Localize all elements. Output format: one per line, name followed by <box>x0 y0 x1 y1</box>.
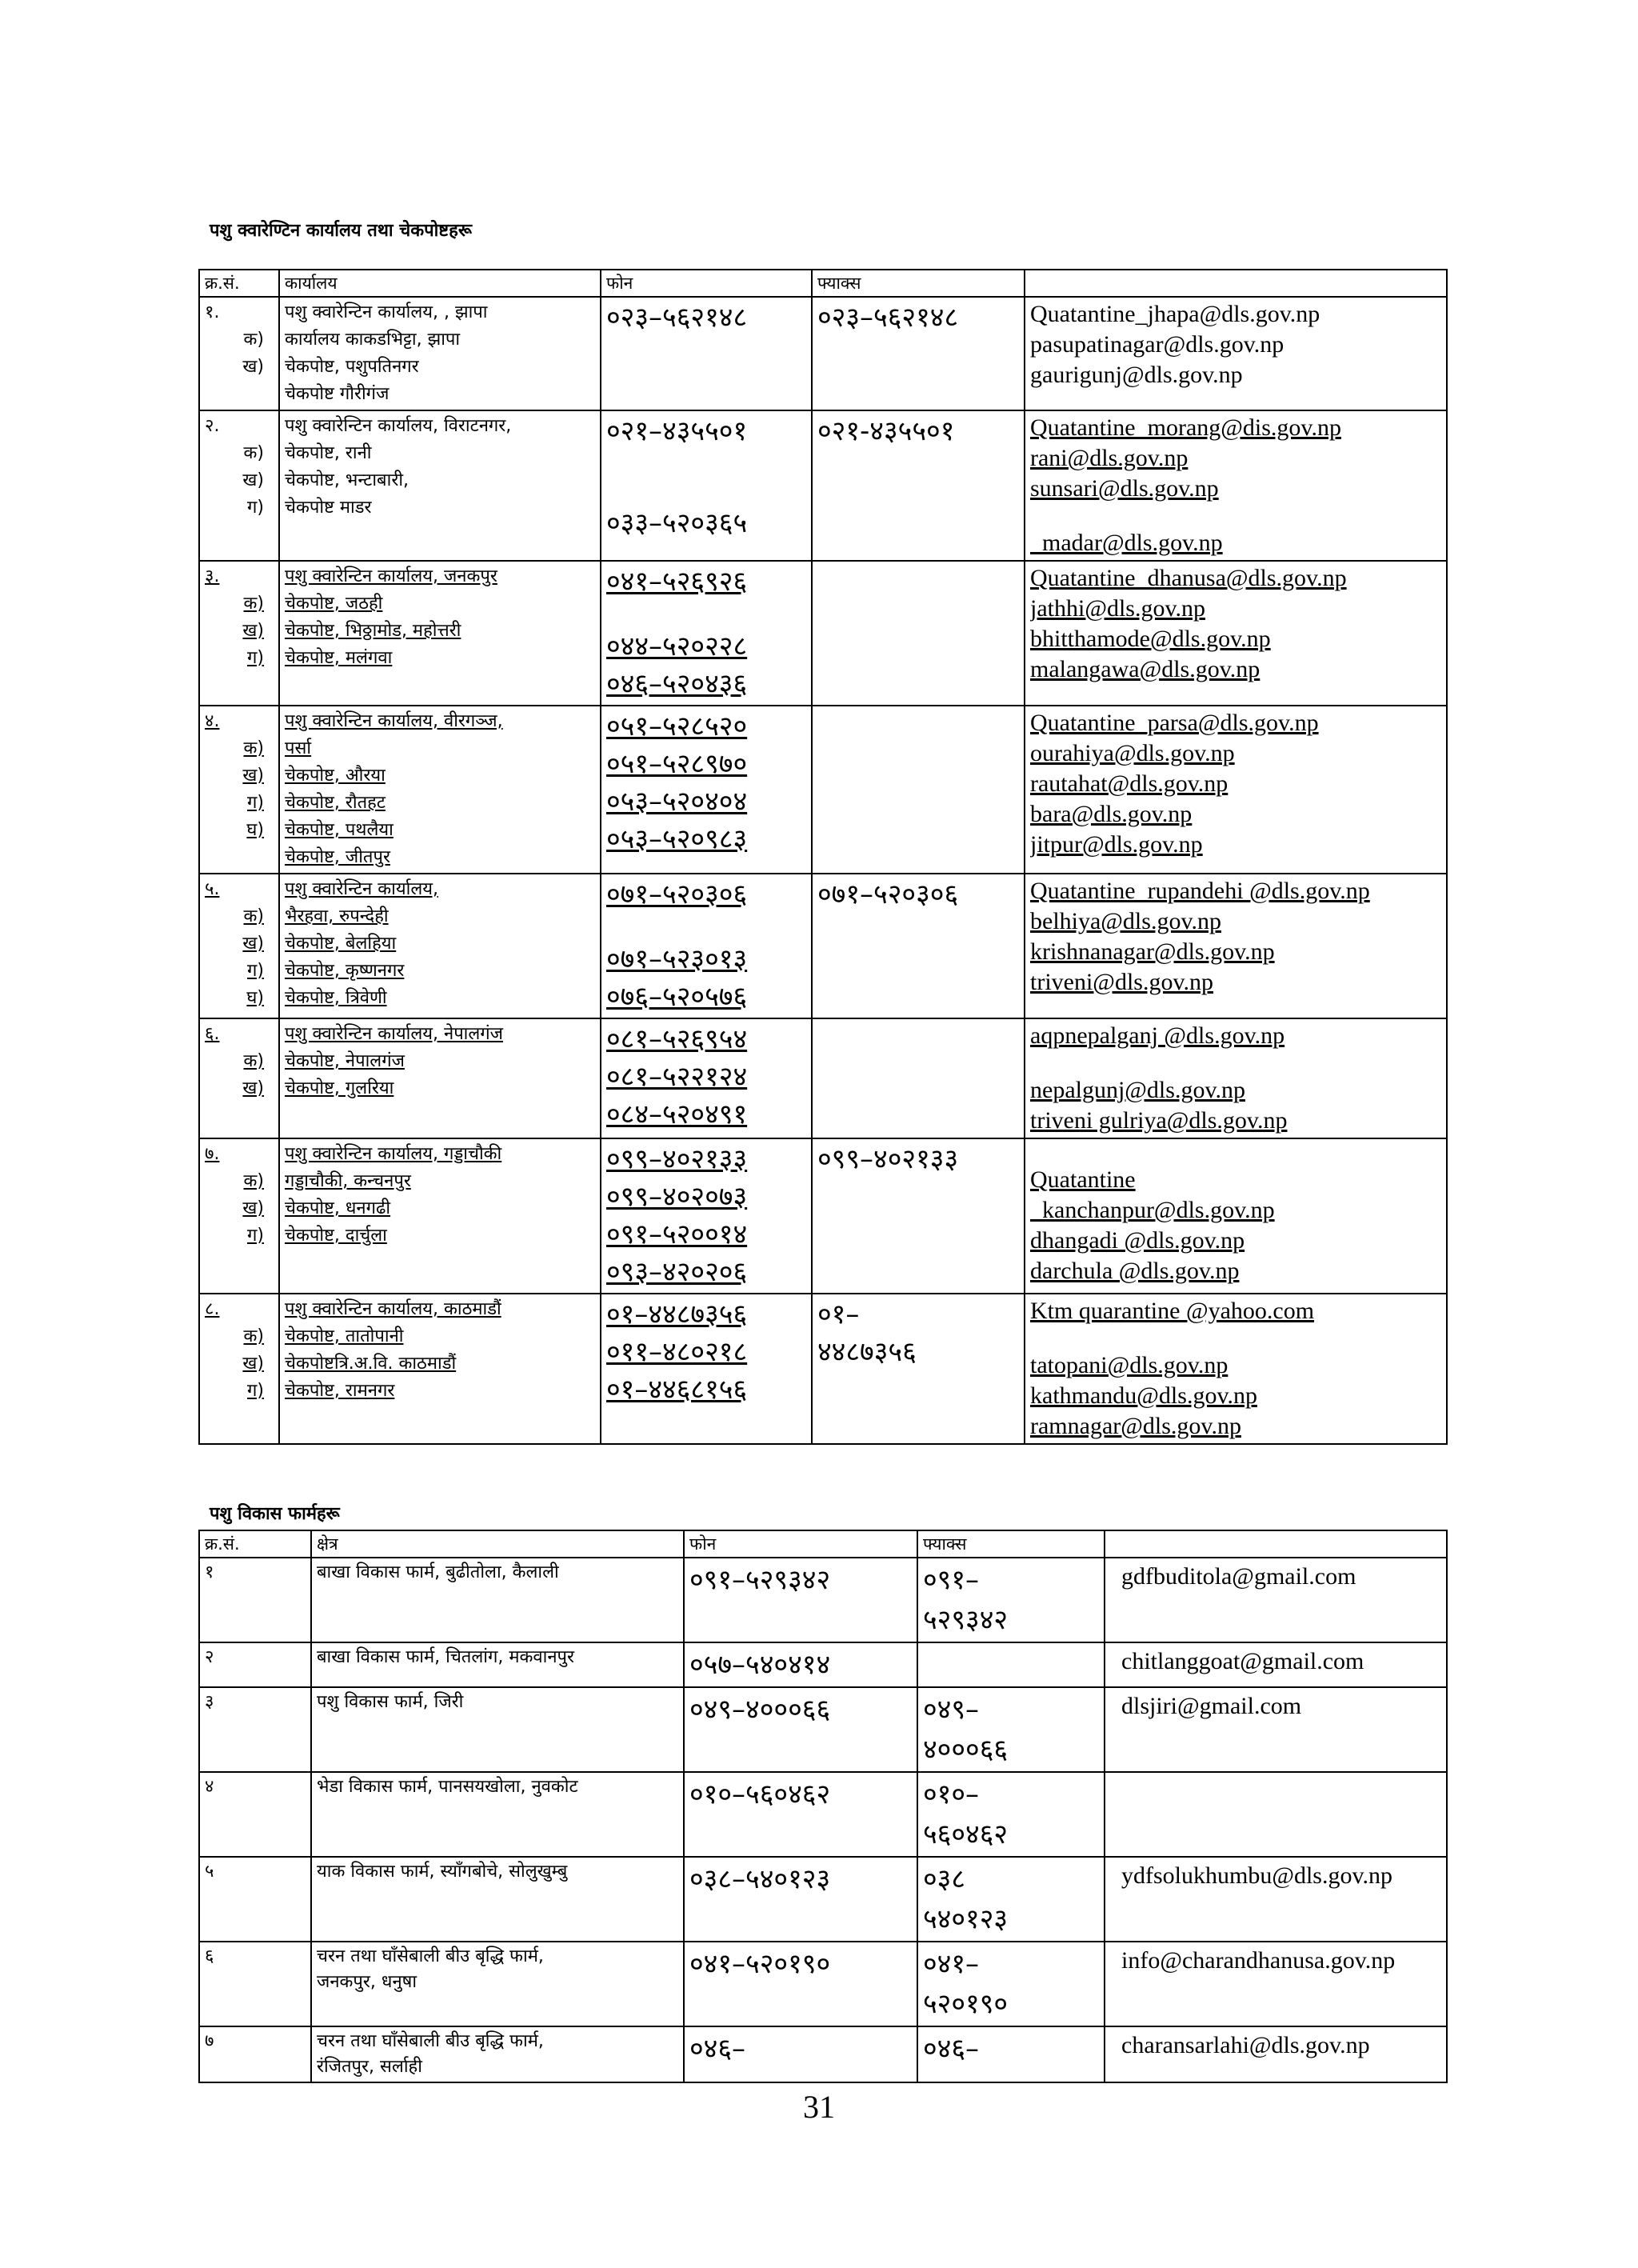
farm-fax-line: ०१०– <box>923 1778 980 1810</box>
email-gap <box>1030 1326 1441 1350</box>
farm-area-line: चरन तथा घाँसेबाली बीउ बृद्धि फार्म, <box>317 1946 544 1966</box>
office-name: चेकपोष्ट, रामनगर <box>285 1381 395 1401</box>
sub-serial: ग) <box>247 961 264 981</box>
sub-serial: क) <box>243 738 264 758</box>
serial-number: ६. <box>205 1024 220 1044</box>
farm-fax-line: ४०००६६ <box>923 1734 1009 1766</box>
sub-serial: क) <box>243 1326 264 1346</box>
email-address: ramnagar@dls.gov.np <box>1030 1413 1241 1439</box>
office-name: चेकपोष्ट, नेपालगंज <box>285 1051 405 1071</box>
farm-area <box>311 1642 684 1687</box>
office-name: चेकपोष्ट, तातोपानी <box>285 1326 404 1346</box>
sub-serial: घ) <box>246 820 264 840</box>
office-name: पशु क्वारेन्टिन कार्यालय, गड्डाचौकी <box>285 1144 502 1164</box>
fax-cell <box>812 706 1025 874</box>
email-address: _kanchanpur@dls.gov.np <box>1030 1197 1275 1223</box>
office-name: पशु क्वारेन्टिन कार्यालय, नेपालगंज <box>285 1024 504 1044</box>
fax-cell <box>812 410 1025 561</box>
farm-email: ydfsolukhumbu@dls.gov.np <box>1105 1857 1447 1942</box>
farm-serial: ५ <box>199 1857 311 1942</box>
fax-number: ०१– <box>817 1298 860 1330</box>
farm-fax-line: ०४१– <box>923 1948 980 1980</box>
email-cell <box>1025 1018 1447 1138</box>
serial-cell <box>199 706 279 874</box>
farm-row <box>199 1558 1447 1642</box>
office-cell <box>279 410 601 561</box>
farm-phone: ०४६– <box>684 2026 917 2082</box>
office-name: पशु क्वारेन्टिन कार्यालय, , झापा <box>285 302 488 322</box>
header-office: कार्यालय <box>279 270 601 297</box>
sub-serial: ख) <box>242 766 264 786</box>
email-address: Quatantine_morang@dis.gov.np <box>1030 414 1341 441</box>
farm-header-sno: क्र.सं. <box>199 1530 311 1558</box>
farm-area-line: बाखा विकास फार्म, चितलांग, मकवानपुर <box>317 1647 575 1667</box>
office-cell <box>279 297 601 410</box>
office-name: चेकपोष्ट, रौतहट <box>285 793 386 813</box>
email-address: aqpnepalganj @dls.gov.np <box>1030 1022 1285 1049</box>
office-name: चेकपोष्ट, भिठ्ठामोड, महोत्तरी <box>285 621 461 641</box>
sub-serial: ख) <box>242 357 264 377</box>
email-address: krishnanagar@dls.gov.np <box>1030 938 1275 965</box>
quarantine-row <box>199 561 1447 706</box>
email-cell <box>1025 297 1447 410</box>
quarantine-row <box>199 874 1447 1018</box>
sub-serial: ग) <box>247 1381 264 1401</box>
serial-number: ७. <box>205 1144 220 1164</box>
farm-fax <box>917 1687 1105 1772</box>
serial-cell <box>199 1138 279 1294</box>
sub-serial: ख) <box>242 1198 264 1218</box>
office-name: चेकपोष्ट, गुलरिया <box>285 1078 394 1098</box>
farm-serial: १ <box>199 1558 311 1642</box>
phone-number: ०७१–५२०३०६ <box>606 878 748 910</box>
quarantine-row <box>199 706 1447 874</box>
sub-serial: क) <box>243 330 264 350</box>
farm-area-line: पशु विकास फार्म, जिरी <box>317 1692 464 1712</box>
farm-fax-line: ०९१– <box>923 1564 980 1596</box>
email-address: Quatantine <box>1030 1166 1136 1193</box>
email-address: Quatantine_dhanusa@dls.gov.np <box>1030 565 1347 591</box>
email-address: Quatantine_jhapa@dls.gov.np <box>1030 301 1320 327</box>
serial-cell <box>199 1018 279 1138</box>
sub-serial: ख) <box>242 470 264 490</box>
sub-serial: ख) <box>242 621 264 641</box>
phone-number: ०५३–५२०९८३ <box>606 823 748 855</box>
office-name: चेकपोष्ट, धनगढी <box>285 1198 391 1218</box>
sub-serial: क) <box>243 1171 264 1191</box>
office-name: पशु क्वारेन्टिन कार्यालय, काठमाडौं <box>285 1299 501 1319</box>
farm-area-line: बाखा विकास फार्म, बुढीतोला, कैलाली <box>317 1562 559 1582</box>
phone-number: ०८१–५२२१२४ <box>606 1061 748 1093</box>
email-address: Quatantine_parsa@dls.gov.np <box>1030 710 1319 736</box>
farm-row <box>199 1642 1447 1687</box>
email-address: darchula @dls.gov.np <box>1030 1258 1240 1284</box>
email-address: tatopani@dls.gov.np <box>1030 1352 1228 1378</box>
farm-area-line: याक विकास फार्म, स्याँगबोचे, सोलुखुम्बु <box>317 1862 568 1882</box>
phone-number: ०९३–४२०२०६ <box>606 1256 748 1288</box>
farm-serial: २ <box>199 1642 311 1687</box>
farm-header-phone: फोन <box>684 1530 917 1558</box>
office-name: कार्यालय काकडभिट्टा, झापा <box>285 330 461 350</box>
fax-number: ०२१-४३५५०१ <box>817 415 955 447</box>
farms-section-title: पशु विकास फार्महरू <box>210 1504 340 1524</box>
email-gap <box>1030 1141 1441 1165</box>
farm-fax-line: ५२९३४२ <box>923 1604 1009 1636</box>
serial-cell <box>199 297 279 410</box>
email-address: bara@dls.gov.np <box>1030 801 1193 827</box>
phone-gap <box>606 601 806 628</box>
phone-number: ०५१–५२८९७० <box>606 748 748 780</box>
email-address: Quatantine_rupandehi @dls.gov.np <box>1030 878 1370 904</box>
quarantine-header-row <box>199 270 1447 297</box>
sub-serial: ख) <box>242 1078 264 1098</box>
office-cell <box>279 706 601 874</box>
phone-gap <box>606 478 806 505</box>
email-address: bhitthamode@dls.gov.np <box>1030 626 1271 652</box>
farm-serial: ७ <box>199 2026 311 2082</box>
email-cell <box>1025 410 1447 561</box>
farm-row <box>199 1687 1447 1772</box>
serial-number: ५. <box>205 879 220 899</box>
phone-gap <box>606 914 806 941</box>
email-address: triveni gulriya@dls.gov.np <box>1030 1107 1288 1134</box>
phone-gap <box>606 450 806 478</box>
office-cell <box>279 874 601 1018</box>
email-cell <box>1025 1294 1447 1444</box>
farm-header-fax: फ्याक्स <box>917 1530 1105 1558</box>
office-name: चेकपोष्ट, कृष्णनगर <box>285 961 405 981</box>
farm-row <box>199 2026 1447 2082</box>
phone-number: ०३३–५२०३६५ <box>606 507 748 539</box>
fax-number: ०९९–४०२१३३ <box>817 1143 959 1175</box>
farm-header-email <box>1105 1530 1447 1558</box>
farm-area <box>311 1942 684 2026</box>
office-name: पशु क्वारेन्टिन कार्यालय, विराटनगर, <box>285 416 512 436</box>
office-name: चेकपोष्ट माडर <box>285 498 372 518</box>
phone-number: ०१–४४८७३५६ <box>606 1298 748 1330</box>
phone-number: ०४१–५२६९२६ <box>606 566 748 598</box>
farm-area <box>311 1558 684 1642</box>
office-name: चेकपोष्ट, पशुपतिनगर <box>285 357 419 377</box>
email-address: Ktm quarantine @yahoo.com <box>1030 1298 1315 1324</box>
farm-email: gdfbuditola@gmail.com <box>1105 1558 1447 1642</box>
office-name: पशु क्वारेन्टिन कार्यालय, वीरगञ्ज, <box>285 711 503 731</box>
farm-email: chitlanggoat@gmail.com <box>1105 1642 1447 1687</box>
quarantine-row <box>199 1294 1447 1444</box>
office-cell <box>279 1018 601 1138</box>
farm-phone: ०४१–५२०१९० <box>684 1942 917 2026</box>
phone-number: ०४६–५२०४३६ <box>606 668 748 700</box>
phone-number: ०९१–५२००१४ <box>606 1218 748 1250</box>
quarantine-section-title: पशु क्वारेण्टिन कार्यालय तथा चेकपोष्टहरू <box>210 221 472 241</box>
fax-cell <box>812 1294 1025 1444</box>
phone-number: ०८१–५२६९५४ <box>606 1023 748 1055</box>
phone-number: ०७६–५२०५७६ <box>606 981 748 1013</box>
email-address: pasupatinagar@dls.gov.np <box>1030 331 1284 358</box>
fax-cell <box>812 297 1025 410</box>
phone-number: ०५३–५२०४०४ <box>606 786 748 818</box>
email-address: sunsari@dls.gov.np <box>1030 475 1219 502</box>
office-name: चेकपोष्ट, औरया <box>285 766 386 786</box>
farms-header-row <box>199 1530 1447 1558</box>
serial-cell <box>199 561 279 706</box>
sub-serial: क) <box>243 443 264 463</box>
farm-phone: ०४९–४०००६६ <box>684 1687 917 1772</box>
farm-area <box>311 1857 684 1942</box>
sub-serial: ग) <box>247 498 264 518</box>
phone-cell <box>601 410 812 561</box>
serial-number: ८. <box>205 1299 220 1319</box>
sub-serial: घ) <box>246 988 264 1008</box>
email-address: rani@dls.gov.np <box>1030 445 1189 471</box>
office-cell <box>279 1294 601 1444</box>
fax-cell <box>812 874 1025 1018</box>
fax-cell <box>812 1138 1025 1294</box>
phone-number: ०२३–५६२१४८ <box>606 302 748 334</box>
serial-cell <box>199 874 279 1018</box>
farm-area-line: जनकपुर, धनुषा <box>317 1972 417 1992</box>
sub-serial: ग) <box>247 648 264 668</box>
email-address: nepalgunj@dls.gov.np <box>1030 1077 1245 1103</box>
farm-serial: ६ <box>199 1942 311 2026</box>
phone-number: ०४४–५२०२२८ <box>606 630 748 662</box>
farm-fax <box>917 1942 1105 2026</box>
farm-phone: ०१०–५६०४६२ <box>684 1772 917 1857</box>
phone-cell <box>601 874 812 1018</box>
sub-serial: क) <box>243 1051 264 1071</box>
quarantine-row <box>199 297 1447 410</box>
email-address: gaurigunj@dls.gov.np <box>1030 362 1243 388</box>
farm-fax-line: ०३८ <box>923 1863 966 1895</box>
farm-fax-line: ०४६– <box>923 2033 980 2065</box>
quarantine-row <box>199 1138 1447 1294</box>
farm-row <box>199 1942 1447 2026</box>
phone-number: ०९९–४०२१३३ <box>606 1143 748 1175</box>
phone-number: ०२१–४३५५०१ <box>606 415 748 447</box>
phone-number: ०८४–५२०४९१ <box>606 1098 748 1130</box>
serial-cell <box>199 410 279 561</box>
header-sno: क्र.सं. <box>199 270 279 297</box>
farm-phone: ०३८–५४०१२३ <box>684 1857 917 1942</box>
phone-cell <box>601 297 812 410</box>
serial-number: ३. <box>205 566 220 586</box>
office-name: चेकपोष्ट, जठही <box>285 594 383 614</box>
farm-fax <box>917 1857 1105 1942</box>
email-address: kathmandu@dls.gov.np <box>1030 1382 1257 1409</box>
office-cell <box>279 1138 601 1294</box>
phone-cell <box>601 1294 812 1444</box>
phone-cell <box>601 561 812 706</box>
farm-fax <box>917 2026 1105 2082</box>
farm-email: dlsjiri@gmail.com <box>1105 1687 1447 1772</box>
farms-table <box>198 1530 1448 2083</box>
page-number: 31 <box>803 2089 835 2125</box>
sub-serial: क) <box>243 906 264 926</box>
office-name: गड्डाचौकी, कन्चनपुर <box>285 1171 411 1191</box>
farm-phone: ०५७–५४०४१४ <box>684 1642 917 1687</box>
farm-header-area: क्षेत्र <box>311 1530 684 1558</box>
email-gap <box>1030 504 1441 528</box>
email-address: _madar@dls.gov.np <box>1030 530 1223 556</box>
office-name: चेकपोष्ट गौरीगंज <box>285 384 390 404</box>
farm-serial: ३ <box>199 1687 311 1772</box>
farm-area-line: भेडा विकास फार्म, पानसयखोला, नुवकोट <box>317 1777 578 1797</box>
email-address: jathhi@dls.gov.np <box>1030 595 1206 622</box>
email-cell <box>1025 706 1447 874</box>
email-cell <box>1025 1138 1447 1294</box>
farm-area <box>311 2026 684 2082</box>
email-address: belhiya@dls.gov.np <box>1030 908 1221 934</box>
phone-cell <box>601 1018 812 1138</box>
office-cell <box>279 561 601 706</box>
quarantine-row <box>199 1018 1447 1138</box>
phone-number: ०११–४८०२१८ <box>606 1336 748 1368</box>
office-name: पर्सा <box>285 738 312 758</box>
farm-area-line: चरन तथा घाँसेबाली बीउ बृद्धि फार्म, <box>317 2031 544 2051</box>
sub-serial: ग) <box>247 793 264 813</box>
office-name: चेकपोष्ट, भन्टाबारी, <box>285 470 410 490</box>
fax-number: ४४८७३५६ <box>817 1336 917 1368</box>
farm-email <box>1105 1772 1447 1857</box>
sub-serial: ख) <box>242 1354 264 1374</box>
farm-row <box>199 1857 1447 1942</box>
farm-area-line: रंजितपुर, सर्लाही <box>317 2057 422 2077</box>
farm-area <box>311 1772 684 1857</box>
farm-fax-line: ५४०१२३ <box>923 1903 1009 1935</box>
serial-number: १. <box>205 302 220 322</box>
quarantine-row <box>199 410 1447 561</box>
header-email <box>1025 270 1447 297</box>
office-name: चेकपोष्ट, रानी <box>285 443 372 463</box>
phone-number: ०५१–५२८५२० <box>606 710 748 742</box>
phone-number: ०९९–४०२०७३ <box>606 1181 748 1213</box>
office-name: भैरहवा, रुपन्देही <box>285 906 389 926</box>
office-name: पशु क्वारेन्टिन कार्यालय, जनकपुर <box>285 566 497 586</box>
office-name: चेकपोष्ट, बेलहिया <box>285 934 397 954</box>
email-address: ourahiya@dls.gov.np <box>1030 740 1235 766</box>
farm-serial: ४ <box>199 1772 311 1857</box>
fax-number: ०७१–५२०३०६ <box>817 878 959 910</box>
phone-cell <box>601 706 812 874</box>
sub-serial: ग) <box>247 1226 264 1246</box>
office-name: पशु क्वारेन्टिन कार्यालय, <box>285 879 438 899</box>
farm-row <box>199 1772 1447 1857</box>
email-cell <box>1025 561 1447 706</box>
farm-fax-line: ५६०४६२ <box>923 1818 1009 1850</box>
office-name: चेकपोष्ट, जीतपुर <box>285 847 390 867</box>
phone-cell <box>601 1138 812 1294</box>
email-cell <box>1025 874 1447 1018</box>
farm-fax-line: ५२०१९० <box>923 1988 1009 2020</box>
office-name: चेकपोष्ट, त्रिवेणी <box>285 988 387 1008</box>
email-address: dhangadi @dls.gov.np <box>1030 1227 1245 1254</box>
phone-number: ०७१–५२३०१३ <box>606 943 748 975</box>
serial-number: ४. <box>205 711 220 731</box>
phone-number: ०१–४४६८१५६ <box>606 1374 748 1406</box>
serial-cell <box>199 1294 279 1444</box>
office-name: चेकपोष्ट, दार्चुला <box>285 1226 387 1246</box>
email-gap <box>1030 1051 1441 1075</box>
fax-number: ०२३–५६२१४८ <box>817 302 959 334</box>
quarantine-table <box>198 269 1448 1445</box>
office-name: चेकपोष्ट, पथलैया <box>285 820 394 840</box>
farm-fax <box>917 1642 1105 1687</box>
fax-cell <box>812 561 1025 706</box>
farm-phone: ०९१–५२९३४२ <box>684 1558 917 1642</box>
farm-fax-line: ०४९– <box>923 1694 980 1726</box>
sub-serial: क) <box>243 594 264 614</box>
farm-email: info@charandhanusa.gov.np <box>1105 1942 1447 2026</box>
header-fax: फ्याक्स <box>812 270 1025 297</box>
office-name: चेकपोष्ट, मलंगवा <box>285 648 393 668</box>
email-address: rautahat@dls.gov.np <box>1030 770 1228 797</box>
header-phone: फोन <box>601 270 812 297</box>
farm-area <box>311 1687 684 1772</box>
serial-number: २. <box>205 416 220 436</box>
email-address: malangawa@dls.gov.np <box>1030 656 1260 682</box>
sub-serial: ख) <box>242 934 264 954</box>
office-name: चेकपोष्टत्रि.अ.वि. काठमाडौं <box>285 1354 457 1374</box>
farm-fax <box>917 1772 1105 1857</box>
fax-cell <box>812 1018 1025 1138</box>
farm-fax <box>917 1558 1105 1642</box>
email-address: triveni@dls.gov.np <box>1030 969 1213 995</box>
email-address: jitpur@dls.gov.np <box>1030 831 1203 858</box>
farm-email: charansarlahi@dls.gov.np <box>1105 2026 1447 2082</box>
